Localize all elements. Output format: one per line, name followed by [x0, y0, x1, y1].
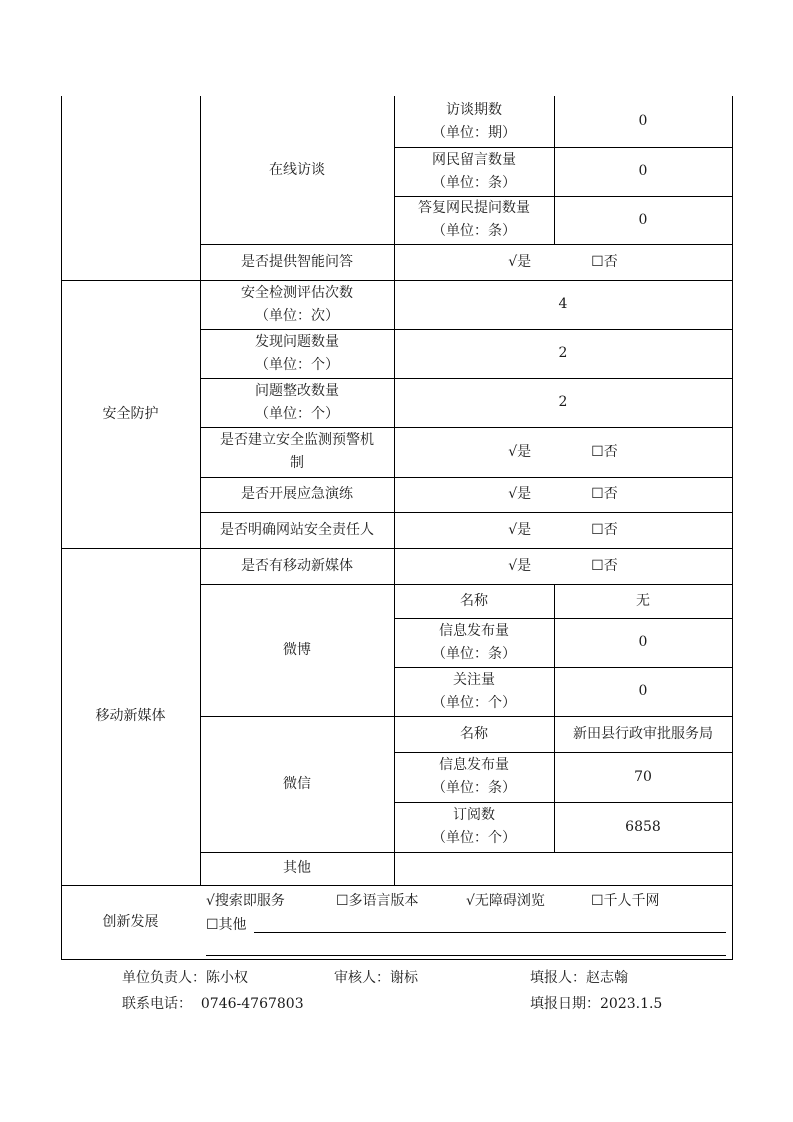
- row-value: 0: [638, 634, 648, 650]
- reviewer: 审核人：谢标: [334, 970, 418, 986]
- row-label: [394, 667, 554, 716]
- row-value: 新田县行政审批服务局: [573, 725, 713, 742]
- row-name: 关注量: [453, 671, 495, 688]
- section-label: 创新发展: [102, 913, 159, 930]
- section-mobile-media: [61, 548, 200, 885]
- smart-qa-options: [394, 244, 732, 280]
- row-unit: （单位：个）: [432, 694, 516, 711]
- row-label: [394, 147, 554, 196]
- check-label: 是否开展应急演练: [241, 486, 353, 502]
- row-unit: （单位：个）: [255, 356, 339, 373]
- no-checkbox[interactable]: ☐否: [591, 253, 618, 270]
- row-unit: （单位：条）: [432, 645, 516, 662]
- check-options: [394, 477, 732, 512]
- section-label: 移动新媒体: [95, 708, 166, 724]
- other-value[interactable]: [394, 852, 732, 885]
- yes-checkbox[interactable]: √是: [508, 521, 532, 538]
- innovation-other: [206, 914, 247, 936]
- other-underline-1: [254, 932, 726, 933]
- row-name: 名称: [460, 725, 488, 742]
- row-value: 4: [558, 296, 568, 312]
- contact-phone: 联系电话： 0746-4767803: [122, 996, 304, 1012]
- check-label-line1: 是否建立安全监测预警机: [220, 432, 374, 448]
- row-value: 2: [558, 345, 568, 361]
- yes-checkbox[interactable]: √是: [508, 486, 532, 502]
- row-label: [394, 618, 554, 667]
- row-label: [394, 802, 554, 852]
- check-label-line2: 制: [290, 455, 304, 471]
- section-label: 安全防护: [102, 405, 159, 422]
- no-checkbox[interactable]: ☐否: [591, 486, 618, 502]
- row-unit: （单位：次）: [255, 307, 339, 324]
- check-label: 是否明确网站安全责任人: [220, 521, 374, 538]
- has-mobile-label: 是否有移动新媒体: [241, 557, 353, 574]
- row-name: 发现问题数量: [255, 333, 339, 350]
- check-options: [394, 512, 732, 548]
- option-personalized[interactable]: ☐千人千网: [591, 893, 660, 909]
- filler: 填报人：赵志翰: [530, 970, 628, 986]
- row-label: [394, 196, 554, 244]
- innovation-options: [206, 890, 726, 912]
- row-label: [394, 96, 554, 147]
- row-value: 0: [638, 683, 648, 699]
- row-name: 订阅数: [453, 807, 495, 823]
- row-value: 0: [638, 211, 648, 228]
- weibo-label: 微博: [283, 641, 311, 658]
- person-in-charge: 单位负责人：陈小权: [122, 970, 248, 986]
- smart-qa-label: 是否提供智能问答: [241, 253, 353, 270]
- section-label: 在线访谈: [269, 161, 325, 178]
- has-mobile-options: [394, 548, 732, 584]
- row-name: 信息发布量: [439, 757, 509, 773]
- yes-checkbox[interactable]: √是: [508, 443, 532, 460]
- yes-checkbox[interactable]: √是: [508, 253, 532, 270]
- row-name: 名称: [460, 592, 488, 609]
- row-label: [394, 584, 554, 618]
- other-underline-2: [206, 955, 726, 956]
- section-innovation: [61, 885, 200, 959]
- row-label: [394, 716, 554, 752]
- section-security: [61, 280, 200, 548]
- option-multilingual[interactable]: ☐多语言版本: [336, 893, 419, 909]
- row-unit: （单位：条）: [432, 174, 516, 191]
- row-name: 问题整改数量: [255, 382, 339, 399]
- row-value: 2: [558, 394, 568, 410]
- row-name: 访谈期数: [446, 101, 502, 118]
- check-options: [394, 427, 732, 477]
- row-value: 0: [638, 163, 648, 179]
- other-label: 其他: [283, 860, 311, 876]
- fill-date: 填报日期：2023.1.5: [530, 996, 663, 1012]
- row-name: 答复网民提问数量: [418, 200, 530, 216]
- row-label: [200, 280, 394, 329]
- row-label: [200, 329, 394, 378]
- row-name: 信息发布量: [439, 622, 509, 639]
- yes-checkbox[interactable]: √是: [508, 557, 532, 574]
- section-online-interview: [200, 96, 394, 244]
- no-checkbox[interactable]: ☐否: [591, 521, 618, 538]
- option-other[interactable]: ☐其他: [206, 917, 247, 933]
- option-search-service[interactable]: √搜索即服务: [206, 893, 285, 909]
- row-value: 6858: [625, 818, 661, 835]
- row-value: 70: [634, 768, 652, 785]
- row-label: [200, 378, 394, 427]
- check-label: [200, 427, 394, 477]
- no-checkbox[interactable]: ☐否: [591, 443, 618, 460]
- row-unit: （单位：条）: [432, 223, 516, 239]
- row-unit: （单位：期）: [432, 124, 516, 141]
- row-label: [394, 752, 554, 802]
- row-unit: （单位：个）: [255, 405, 339, 422]
- no-checkbox[interactable]: ☐否: [591, 557, 618, 574]
- option-accessibility[interactable]: √无障碍浏览: [466, 893, 545, 909]
- row-unit: （单位：条）: [432, 780, 516, 796]
- wechat-label: 微信: [283, 775, 311, 792]
- row-unit: （单位：个）: [432, 830, 516, 846]
- row-name: 网民留言数量: [432, 151, 516, 168]
- row-value: 无: [636, 592, 650, 609]
- row-value: 0: [638, 113, 648, 129]
- row-name: 安全检测评估次数: [241, 284, 353, 301]
